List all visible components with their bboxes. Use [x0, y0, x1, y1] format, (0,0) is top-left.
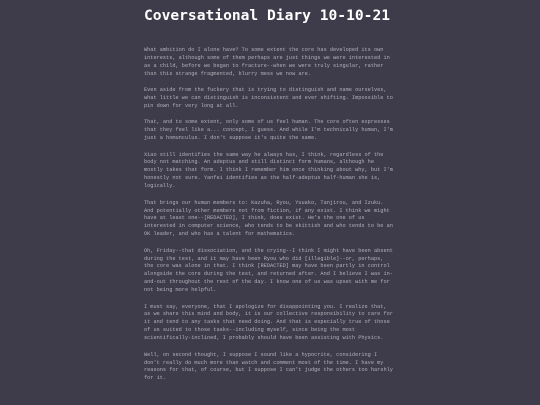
post-paragraph: Oh, Friday--that dissociation, and the crying--I think I might have been absent during the test, and it may have been Ryou who did [illegible]--or, perhaps, the core was alone in that. I think [REDACTED] may have been partly in control alongside the core during the test, and returned after. And I believe I was in-and-out throughout the rest of the day. I know one of us was upset with me for not being more helpful. [144, 247, 393, 294]
post-paragraph: I must say, everyone, that I apologize for disappointing you. I realize that, as we share this mind and body, it is our collective responsibility to care for it and tend to any tasks that need doing. And that is especially true of those of us suited to those tasks--including myself, since being the most scientifically-inclined, I probably should have been assisting with Physics. [144, 303, 393, 342]
post-paragraph: Xiao still identifies the same way he always has, I think, regardless of the body not matching. An adeptus and still distinct form humans, although he mostly takes that form. I think I remember him once thinking about why, but I'm honestly not sure. Yanfei identifies as the half-adeptus half-human she is, logically. [144, 151, 393, 190]
post-paragraph: What ambition do I alone have? To some extent the core has developed its own interests, although some of them perhaps are just things we were interested in as a child, before we began to fracture--when we were truly singular, rather than this strange fragmented, blurry mess we now are. [144, 47, 390, 77]
post-paragraph: That, and to some extent, only some of us feel human. The core often expresses that they feel like a... concept, I guess. And while I'm technically human, I'm just a homunculus. I don't suppose it's quite the same. [144, 119, 393, 142]
post-paragraph: That brings our human members to: Kazuha, Ryou, Yuuako, Tanjirou, and Izuku. And potentially other members not from fiction, if any exist. I think we might have at least one--[REDACTED], I think, does exist. He's the one of us interested in computer science, who tends to be skittish and who tends to be an OK leader, and who has a talent for mathematics. [144, 199, 393, 238]
post-paragraph: Even aside from the fuckery that is trying to distinguish and name ourselves, what little we can distinguish is inconsistent and ever shifting. Impossible to pin down for very long at all. [144, 87, 393, 109]
post-body [144, 47, 396, 392]
post-paragraph: Well, on second thought, I suppose I sound like a hypocrite, considering I don't really do much more than watch and comment most of the time. I have my reasons for that, of course, but I suppose I can't judge the others too harshly for it. [144, 351, 393, 382]
post-title: Coversational Diary 10-10-21 [144, 7, 391, 24]
